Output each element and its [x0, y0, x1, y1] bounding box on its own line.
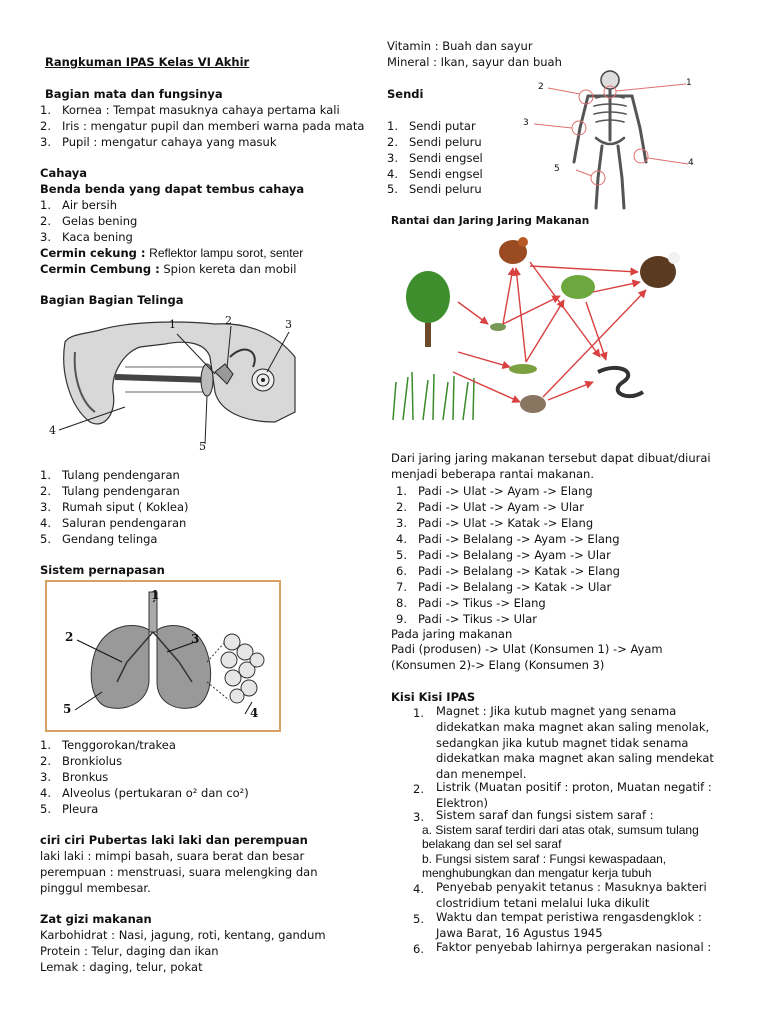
list-item: 2. Padi -> Ulat -> Ayam -> Ular	[396, 500, 584, 514]
lung-label-2: 2	[65, 630, 74, 644]
nutrient-line: Karbohidrat : Nasi, jagung, roti, kentang, gandum	[40, 928, 326, 942]
list-number: 6.	[413, 942, 424, 956]
lungs-diagram	[45, 580, 281, 732]
lung-label-3: 3	[191, 632, 200, 646]
list-item: 3. Padi -> Ulat -> Katak -> Elang	[396, 516, 594, 530]
list-item: 9. Padi -> Tikus -> Ular	[396, 612, 537, 626]
list-item: 4. Alveolus (pertukaran o² dan co²)	[40, 786, 249, 800]
ear-diagram	[45, 312, 305, 452]
list-item: 4. Sendi engsel	[387, 167, 483, 181]
eye-heading: Bagian mata dan fungsinya	[45, 87, 223, 101]
list-number: 5.	[413, 912, 424, 926]
joint-label-5: 5	[554, 164, 560, 174]
kisi-sub-a: a. Sistem saraf terdiri dari atas otak, sumsum tulang belakang dan sel sel saraf	[422, 823, 699, 851]
list-item: 5. Padi -> Belalang -> Ayam -> Ular	[396, 548, 611, 562]
list-item: 2. Tulang pendengaran	[40, 484, 180, 498]
joints-heading: Sendi	[387, 87, 424, 101]
kisi-heading: Kisi Kisi IPAS	[391, 690, 476, 704]
kisi-sub-b: b. Fungsi sistem saraf : Fungsi kewaspadaan, menghubungkan dan mengatur kerja tubuh	[422, 852, 667, 880]
nutrient-line: Mineral : Ikan, sayur dan buah	[387, 55, 562, 69]
list-item: 5. Sendi peluru	[387, 182, 482, 196]
kisi-item-magnet: Magnet : Jika kutub magnet yang senama didekatkan maka magnet akan saling menolak, sedangkan jika kutub magnet tidak senama didekatkan maka magnet akan saling mendekat dan menempel.	[436, 704, 714, 782]
concave-mirror-line: Cermin cekung : Reflektor lampu sorot, senter	[40, 246, 304, 260]
food-web-intro: Dari jaring jaring makanan tersebut dapat dibuat/diurai menjadi beberapa rantai makanan.	[391, 451, 711, 481]
list-item: 1. Air bersih	[40, 198, 118, 212]
respiration-heading: Sistem pernapasan	[40, 563, 165, 577]
list-number: 4.	[413, 882, 424, 896]
lung-label-1: 1	[151, 588, 160, 602]
lung-label-5: 5	[63, 702, 72, 716]
convex-mirror-line: Cermin Cembung : Spion kereta dan mobil	[40, 262, 297, 276]
skeleton-diagram	[518, 66, 708, 214]
list-item: 4. Padi -> Belalang -> Ayam -> Elang	[396, 532, 620, 546]
list-item: 3. Rumah siput ( Koklea)	[40, 500, 189, 514]
list-number: 1.	[413, 706, 424, 720]
list-item: 2. Iris : mengatur pupil dan memberi warna pada mata	[40, 119, 365, 133]
list-number: 2.	[413, 782, 424, 796]
list-item: 3. Bronkus	[40, 770, 109, 784]
puberty-heading: ciri ciri Pubertas laki laki dan perempuan	[40, 833, 308, 847]
kisi-item-electricity: Listrik (Muatan positif : proton, Muatan negatif : Elektron)	[436, 780, 712, 810]
list-item: 1. Tulang pendengaran	[40, 468, 180, 482]
light-heading: Cahaya	[40, 166, 88, 180]
lung-label-4: 4	[250, 706, 259, 720]
food-web-label: Pada jaring makanan	[391, 627, 513, 641]
nutrient-line: Lemak : daging, telur, pokat	[40, 960, 203, 974]
joint-label-3: 3	[523, 118, 529, 128]
list-item: 2. Bronkiolus	[40, 754, 123, 768]
list-item: 3. Sendi engsel	[387, 151, 483, 165]
list-item: 5. Gendang telinga	[40, 532, 158, 546]
joint-label-1: 1	[686, 78, 692, 88]
kisi-item-tetanus: Penyebab penyakit tetanus : Masuknya bakteri clostridium tetani melalui luka dikulit	[436, 880, 707, 910]
list-item: 1. Padi -> Ulat -> Ayam -> Elang	[396, 484, 593, 498]
light-subheading: Benda benda yang dapat tembus cahaya	[40, 182, 305, 196]
kisi-item-rengasdengklok: Waktu dan tempat peristiwa rengasdengklok : Jawa Barat, 16 Agustus 1945	[436, 910, 702, 940]
ear-label-5: 5	[199, 440, 206, 453]
list-item: 2. Gelas bening	[40, 214, 138, 228]
list-number: 3.	[413, 810, 424, 824]
nutrient-line: Protein : Telur, daging dan ikan	[40, 944, 219, 958]
ear-label-4: 4	[49, 424, 56, 437]
list-item: 3. Kaca bening	[40, 230, 133, 244]
joint-label-4: 4	[688, 158, 694, 168]
nutrient-line: Vitamin : Buah dan sayur	[387, 39, 533, 53]
food-web-text: Padi (produsen) -> Ulat (Konsumen 1) -> Ayam (Konsumen 2)-> Elang (Konsumen 3)	[391, 642, 663, 672]
document-title: Rangkuman IPAS Kelas VI Akhir	[45, 55, 250, 69]
list-item: 2. Sendi peluru	[387, 135, 482, 149]
list-item: 1. Tenggorokan/trakea	[40, 738, 176, 752]
joint-label-2: 2	[538, 82, 544, 92]
puberty-text: laki laki : mimpi basah, suara berat dan besar perempuan : menstruasi, suara melengking dan pinggul membesar.	[40, 849, 318, 895]
ear-label-2: 2	[225, 314, 232, 327]
food-web-diagram	[388, 232, 688, 422]
food-web-heading: Rantai dan Jaring Jaring Makanan	[391, 215, 590, 227]
list-item: 6. Padi -> Belalang -> Katak -> Elang	[396, 564, 620, 578]
kisi-item-national-movement: Faktor penyebab lahirnya pergerakan nasional :	[436, 940, 712, 954]
list-item: 5. Pleura	[40, 802, 99, 816]
ear-label-3: 3	[285, 318, 292, 331]
list-item: 4. Saluran pendengaran	[40, 516, 187, 530]
kisi-item-nerves: Sistem saraf dan fungsi sistem saraf :	[436, 808, 654, 822]
list-item: 1. Kornea : Tempat masuknya cahaya pertama kali	[40, 103, 340, 117]
list-item: 8. Padi -> Tikus -> Elang	[396, 596, 546, 610]
list-item: 7. Padi -> Belalang -> Katak -> Ular	[396, 580, 612, 594]
list-item: 3. Pupil : mengatur cahaya yang masuk	[40, 135, 277, 149]
nutrients-heading: Zat gizi makanan	[40, 912, 152, 926]
ear-heading: Bagian Bagian Telinga	[40, 293, 184, 307]
list-item: 1. Sendi putar	[387, 119, 476, 133]
ear-label-1: 1	[169, 318, 176, 331]
